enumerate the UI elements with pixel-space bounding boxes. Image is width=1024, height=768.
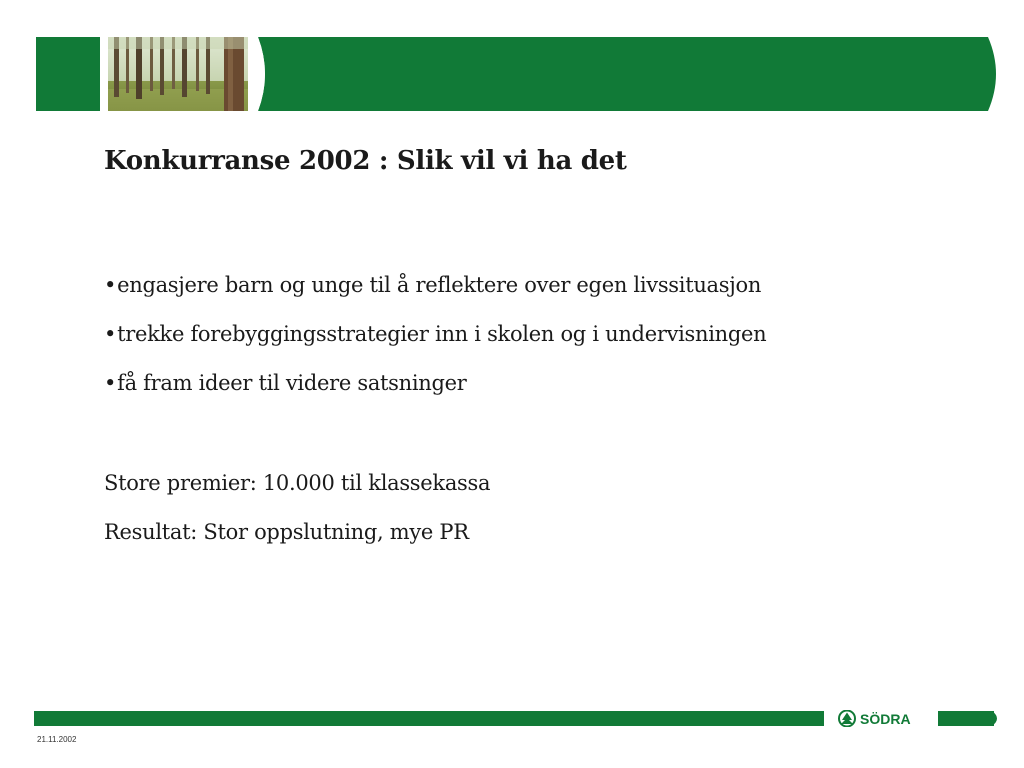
- slide-title: Konkurranse 2002 : Slik vil vi ha det: [104, 146, 627, 176]
- prize-line: Store premier: 10.000 til klassekassa: [104, 471, 491, 495]
- result-line: Resultat: Stor oppslutning, mye PR: [104, 520, 469, 544]
- bullet-list: [104, 273, 766, 420]
- bullet-marker: •: [104, 322, 117, 346]
- bullet-text: trekke forebyggingsstrategier inn i skolen og i undervisningen: [117, 322, 767, 346]
- bullet-item: [104, 371, 766, 395]
- header-band: [36, 37, 1000, 111]
- logo-text: SÖDRA: [860, 711, 911, 727]
- info-block: [104, 471, 490, 569]
- bullet-marker: •: [104, 273, 117, 297]
- forest-photo: [108, 37, 248, 111]
- bullet-text: få fram ideer til videre satsninger: [117, 371, 467, 395]
- bullet-text: engasjere barn og unge til å reflektere over egen livssituasjon: [117, 273, 762, 297]
- bullet-marker: •: [104, 371, 117, 395]
- sodra-logo: [839, 711, 911, 728]
- bullet-item: [104, 322, 766, 346]
- footer-date: 21.11.2002: [37, 735, 77, 744]
- bullet-item: [104, 273, 766, 297]
- footer-band: [34, 710, 1000, 727]
- tree-icon: [839, 711, 855, 727]
